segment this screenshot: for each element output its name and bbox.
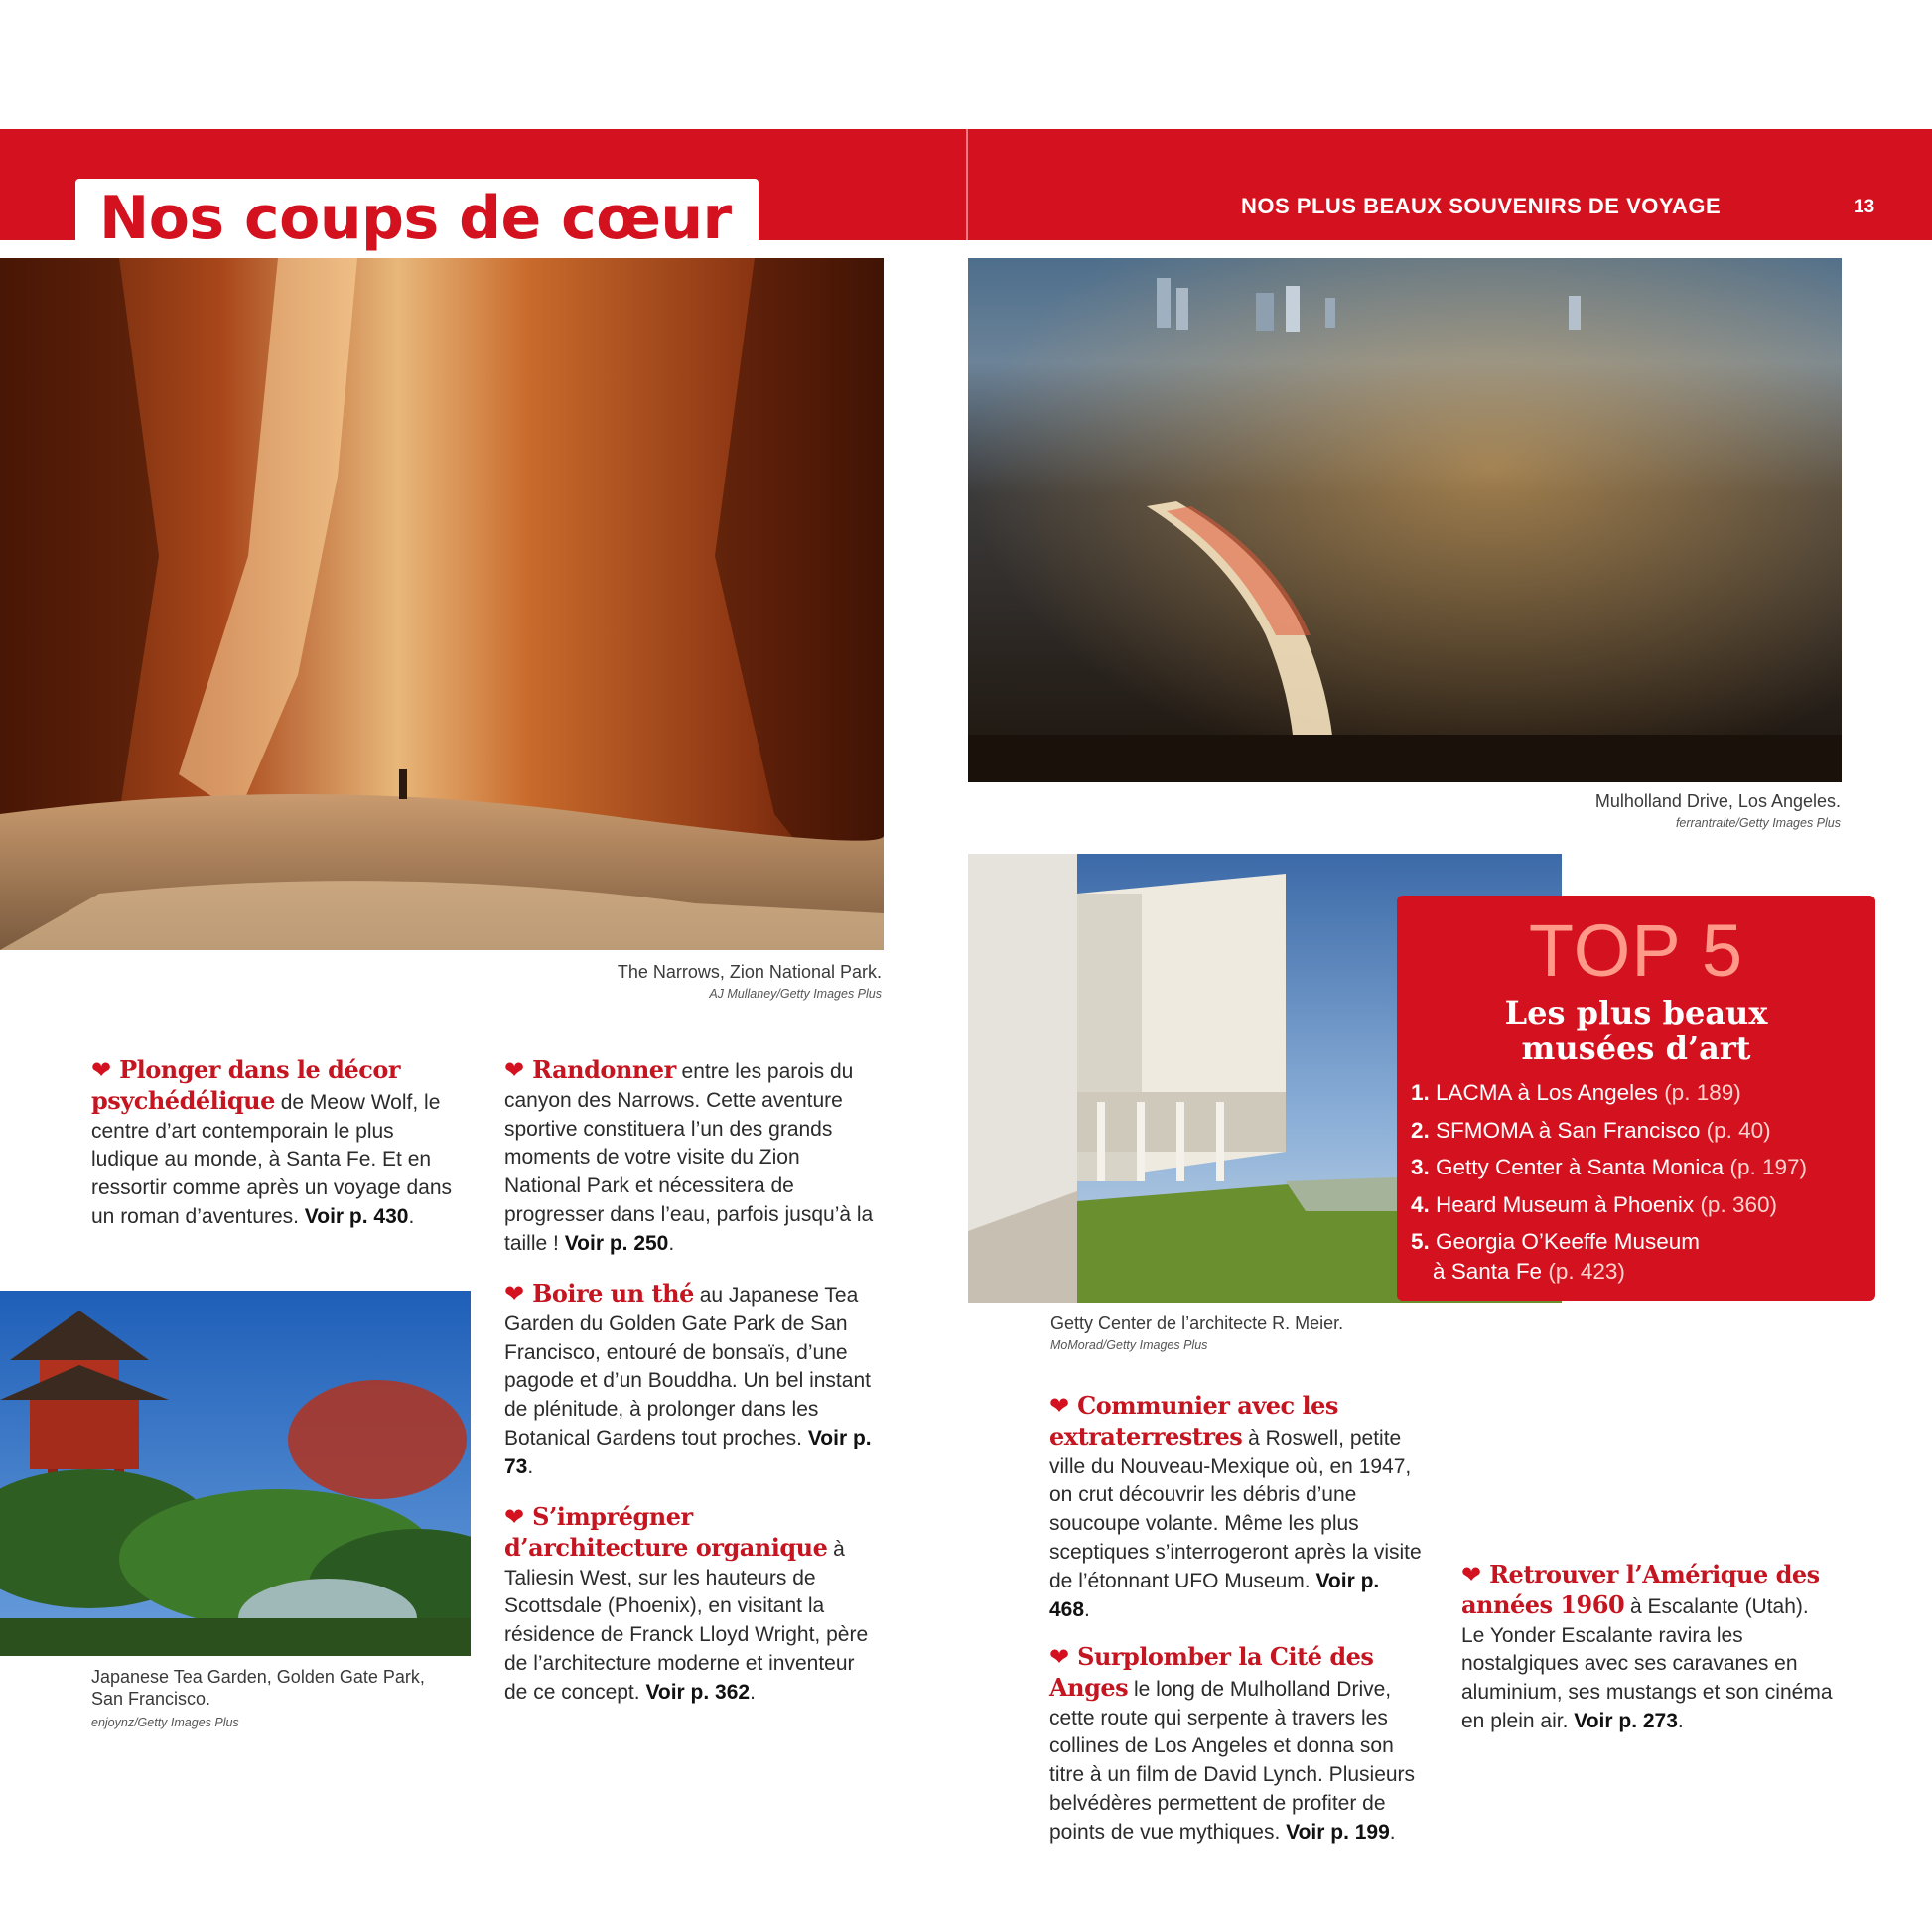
- top5-entry: [1411, 1116, 1807, 1146]
- item-heading: Communier avec les extraterrestres: [1049, 1391, 1338, 1450]
- item-page-ref: Voir p. 250: [564, 1231, 669, 1255]
- item-page-ref: Voir p. 199: [1286, 1820, 1390, 1844]
- top5-title: [1397, 995, 1875, 1066]
- page-number: 13: [1854, 197, 1875, 217]
- top5-num: 2.: [1411, 1117, 1430, 1143]
- top5-entry: [1411, 1190, 1807, 1220]
- top5-num: 4.: [1411, 1191, 1430, 1217]
- caption-tea-garden-line1: Japanese Tea Garden, Golden Gate Park,: [91, 1667, 425, 1687]
- top5-list: [1411, 1078, 1807, 1295]
- item-end: .: [527, 1454, 534, 1478]
- top5-name: Georgia O’Keeffe Museum: [1436, 1229, 1700, 1254]
- top5-num: 5.: [1411, 1229, 1430, 1254]
- heart-icon: ❤: [1049, 1644, 1070, 1671]
- item-page-ref: Voir p. 468: [1049, 1569, 1380, 1621]
- top5-page: (p. 423): [1548, 1259, 1625, 1284]
- item-heading: Boire un thé: [532, 1279, 694, 1308]
- top5-label: TOP 5: [1528, 909, 1744, 992]
- top5-name-cont-text: à Santa Fe: [1433, 1259, 1543, 1284]
- top5-entry: [1411, 1078, 1807, 1108]
- top5-title-line2: musées d’art: [1521, 1030, 1751, 1067]
- highlight-item-taliesin: [504, 1503, 877, 1708]
- heart-icon: ❤: [1461, 1562, 1482, 1588]
- credit-mulholland: ferrantraite/Getty Images Plus: [1675, 816, 1841, 830]
- header-band-right: [968, 129, 1932, 240]
- item-heading: Retrouver l’Amérique des années 1960: [1461, 1560, 1820, 1619]
- item-text: à Escalante (Utah). Le Yonder Escalante ravira les nostalgiques avec ses caravanes en aluminium, ses mustangs et son cinéma en plein air.: [1461, 1594, 1833, 1732]
- highlight-item-narrows: [504, 1056, 877, 1259]
- photo-mulholland: [968, 258, 1842, 782]
- top5-entry: [1411, 1153, 1807, 1182]
- item-text: à Roswell, petite ville du Nouveau-Mexique où, en 1947, on crut découvrir les débris d’une soucoupe volante. Même les plus sceptiques s’interrogeront après la visite de l’étonnant UFO Museum.: [1049, 1426, 1422, 1592]
- heart-icon: ❤: [504, 1504, 525, 1531]
- caption-mulholland: Mulholland Drive, Los Angeles.: [1594, 791, 1841, 811]
- heart-icon: ❤: [1049, 1393, 1070, 1420]
- top5-name: SFMOMA à San Francisco: [1436, 1117, 1701, 1143]
- credit-getty: MoMorad/Getty Images Plus: [1050, 1338, 1208, 1352]
- top5-num: 3.: [1411, 1155, 1430, 1179]
- item-end: .: [750, 1680, 756, 1704]
- item-end: .: [668, 1231, 675, 1255]
- credit-narrows: AJ Mullaney/Getty Images Plus: [709, 987, 882, 1001]
- running-head: NOS PLUS BEAUX SOUVENIRS DE VOYAGE: [1241, 194, 1722, 218]
- item-page-ref: Voir p. 362: [645, 1680, 751, 1704]
- item-text: entre les parois du canyon des Narrows. Cette aventure sportive constituera l’un des grands moments de votre visite du Zion National Park et nécessitera de progresser dans l’eau, parfois jusqu’à la taille !: [504, 1060, 874, 1255]
- highlight-item-roswell: [1049, 1392, 1422, 1624]
- item-text: à Taliesin West, sur les hauteurs de Scottsdale (Phoenix), en visitant la résidence de Franck Lloyd Wright, père de l’architecture moderne et inventeur de ce concept.: [504, 1537, 869, 1704]
- top5-title-line1: Les plus beaux: [1504, 994, 1768, 1032]
- item-heading: Plonger dans le décor psychédélique: [91, 1055, 400, 1115]
- top5-box: [1397, 896, 1875, 1301]
- item-page-ref: Voir p. 73: [504, 1426, 872, 1478]
- highlight-item-mulholland: [1049, 1643, 1422, 1848]
- item-end: .: [1677, 1709, 1684, 1732]
- item-text: au Japanese Tea Garden du Golden Gate Park de San Francisco, entouré de bonsaïs, d’une pagode et d’un Bouddha. Un bel instant de plénitude, à prolonger dans les Botanical Gardens tout proches.: [504, 1284, 871, 1449]
- photo-narrows: [0, 258, 884, 950]
- top5-name: Heard Museum à Phoenix: [1436, 1191, 1695, 1217]
- top5-name: Getty Center à Santa Monica: [1436, 1155, 1725, 1179]
- caption-tea-garden-line2: San Francisco.: [91, 1689, 211, 1709]
- item-heading: S’imprégner d’architecture organique: [504, 1502, 828, 1562]
- top5-entry: [1411, 1227, 1807, 1287]
- top5-page: (p. 360): [1700, 1191, 1777, 1217]
- top5-page: (p. 40): [1706, 1117, 1771, 1143]
- highlight-item-meow-wolf: [91, 1056, 464, 1232]
- item-heading: Randonner: [532, 1055, 676, 1084]
- heart-icon: ❤: [504, 1057, 525, 1084]
- photo-tea-garden: [0, 1291, 471, 1656]
- item-heading: Surplomber la Cité des Anges: [1049, 1642, 1374, 1702]
- item-end: .: [408, 1204, 415, 1228]
- highlight-item-escalante: [1461, 1561, 1834, 1736]
- item-page-ref: Voir p. 430: [304, 1204, 409, 1228]
- top5-name: LACMA à Los Angeles: [1436, 1080, 1658, 1105]
- top5-num: 1.: [1411, 1080, 1430, 1105]
- item-text: de Meow Wolf, le centre d’art contemporain le plus ludique au monde, à Santa Fe. Et en ressortir comme après un voyage dans un roman d’aventures.: [91, 1090, 452, 1228]
- top5-page: (p. 197): [1729, 1155, 1807, 1179]
- item-text: le long de Mulholland Drive, cette route qui serpente à travers les collines de Los Angeles et donna son titre à un film de David Lynch. Plusieurs belvédères permettent de profiter de points de vue mythiques.: [1049, 1677, 1416, 1844]
- item-end: .: [1084, 1597, 1090, 1621]
- caption-narrows: The Narrows, Zion National Park.: [617, 962, 882, 982]
- heart-icon: ❤: [504, 1281, 525, 1308]
- page-gutter: [966, 129, 968, 240]
- item-page-ref: Voir p. 273: [1574, 1709, 1678, 1732]
- item-end: .: [1389, 1820, 1396, 1844]
- caption-tea-garden: [91, 1666, 469, 1710]
- caption-getty: Getty Center de l’architecte R. Meier.: [1050, 1313, 1344, 1333]
- heart-icon: ❤: [91, 1057, 112, 1084]
- top5-page: (p. 189): [1664, 1080, 1741, 1105]
- credit-tea-garden: enjoynz/Getty Images Plus: [91, 1716, 239, 1729]
- top5-name-cont: [1411, 1257, 1807, 1287]
- highlight-item-tea-garden: [504, 1280, 877, 1482]
- page-title: Nos coups de cœur: [99, 184, 732, 253]
